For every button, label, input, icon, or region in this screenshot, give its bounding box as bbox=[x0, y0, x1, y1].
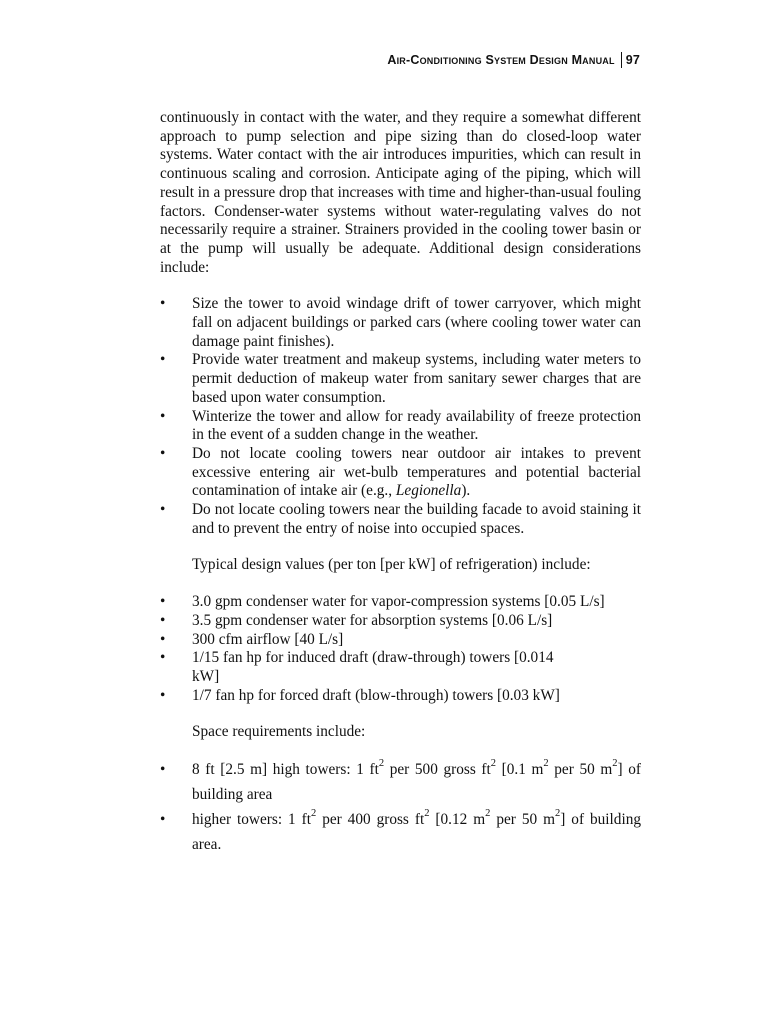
space-text: [0.1 m bbox=[496, 761, 544, 779]
space-text: per 50 m bbox=[548, 761, 613, 779]
bullet-icon: • bbox=[160, 593, 166, 611]
page-body bbox=[160, 109, 641, 857]
list-item bbox=[160, 807, 641, 857]
space-text: ] of building area bbox=[192, 761, 641, 804]
space-text: per 400 gross ft bbox=[316, 811, 425, 829]
superscript: 2 bbox=[555, 808, 561, 819]
list-item-text: Do not locate cooling towers near the building facade to avoid staining it and to prevent the entry of noise into occupied spaces. bbox=[192, 501, 641, 537]
list-item-text: 3.0 gpm condenser water for vapor-compression systems [0.05 L/s] bbox=[192, 593, 605, 611]
running-head bbox=[387, 52, 640, 68]
list-item-text: 300 cfm airflow [40 L/s] bbox=[192, 630, 344, 648]
superscript: 2 bbox=[490, 758, 497, 769]
list-item bbox=[160, 593, 641, 612]
list-item-text: 1/7 fan hp for forced draft (blow-through) towers [0.03 kW] bbox=[192, 686, 560, 704]
superscript: 2 bbox=[485, 808, 491, 819]
space-requirements-list bbox=[160, 757, 641, 857]
bullet-icon: • bbox=[160, 351, 166, 369]
list-item bbox=[160, 687, 641, 706]
list-item bbox=[160, 631, 641, 650]
space-text: per 50 m bbox=[490, 811, 555, 829]
space-requirements-label: Space requirements include: bbox=[192, 723, 366, 741]
typical-paragraph: Typical design values (per ton [per kW] of refrigeration) include: bbox=[192, 556, 591, 574]
bullet-icon: • bbox=[160, 501, 166, 519]
page-number: 97 bbox=[625, 53, 640, 67]
list-item-text: 1/15 fan hp for induced draft (draw-through) towers [0.014 kW] bbox=[192, 649, 554, 685]
design-considerations-list bbox=[160, 295, 641, 538]
list-item-suffix: ). bbox=[461, 482, 471, 500]
list-item-text: 3.5 gpm condenser water for absorption systems [0.06 L/s] bbox=[192, 611, 553, 629]
bullet-icon: • bbox=[160, 407, 166, 425]
space-text: 8 ft [2.5 m] high towers: 1 ft bbox=[192, 761, 379, 779]
space-text: ] of building area. bbox=[192, 811, 641, 854]
bullet-icon: • bbox=[160, 811, 166, 829]
superscript: 2 bbox=[310, 808, 317, 819]
list-item bbox=[160, 295, 641, 351]
superscript: 2 bbox=[543, 758, 549, 769]
list-item-text: Provide water treatment and makeup systems, including water meters to permit deduction of makeup water from sanitary sewer charges that are based upon water consumption. bbox=[192, 351, 641, 406]
bullet-icon: • bbox=[160, 761, 166, 779]
bullet-icon: • bbox=[160, 630, 166, 648]
list-item bbox=[160, 757, 641, 807]
list-item-text: Winterize the tower and allow for ready availability of freeze protection in the event of a sudden change in the weather. bbox=[192, 407, 641, 444]
list-item bbox=[160, 408, 641, 445]
space-text: per 500 gross ft bbox=[384, 761, 491, 779]
bullet-icon: • bbox=[160, 686, 166, 704]
space-text: [0.12 m bbox=[429, 811, 486, 829]
header-divider bbox=[621, 52, 622, 68]
bullet-icon: • bbox=[160, 611, 166, 629]
list-item bbox=[160, 351, 641, 407]
space-text: higher towers: 1 ft bbox=[192, 811, 311, 829]
superscript: 2 bbox=[612, 758, 618, 769]
list-item-text: Size the tower to avoid windage drift of tower carryover, which might fall on adjacent buildings or parked cars (where cooling tower water can damage paint finishes). bbox=[192, 295, 641, 350]
bullet-icon: • bbox=[160, 444, 166, 462]
list-item bbox=[160, 649, 641, 686]
list-item-text: Do not locate cooling towers near outdoor air intakes to prevent excessive entering air wet-bulb temperatures and potential bacterial contamination of intake air (e.g., bbox=[192, 444, 641, 500]
intro-paragraph: continuously in contact with the water, and they require a somewhat different approach to pump selection and pipe sizing than do closed-loop water systems. Water contact with the air introduces impurities, which can result in continuous scaling and corrosion. Anticipate aging of the piping, which will result in a pressure drop that increases with time and higher-than-usual fouling factors. Condenser-water systems without water-regulating valves do not necessarily require a strainer. Strainers provided in the cooling tower basin or at the pump will usually be adequate. Additional design considerations include: bbox=[160, 109, 641, 276]
list-item bbox=[160, 612, 641, 631]
superscript: 2 bbox=[424, 808, 430, 819]
superscript: 2 bbox=[378, 758, 385, 769]
bullet-icon: • bbox=[160, 295, 166, 313]
book-title: Air-Conditioning System Design Manual bbox=[387, 53, 615, 67]
list-item bbox=[160, 445, 641, 501]
legionella-term: Legionella bbox=[395, 482, 462, 500]
bullet-icon: • bbox=[160, 649, 166, 667]
list-item bbox=[160, 501, 641, 538]
typical-values-list bbox=[160, 593, 641, 705]
